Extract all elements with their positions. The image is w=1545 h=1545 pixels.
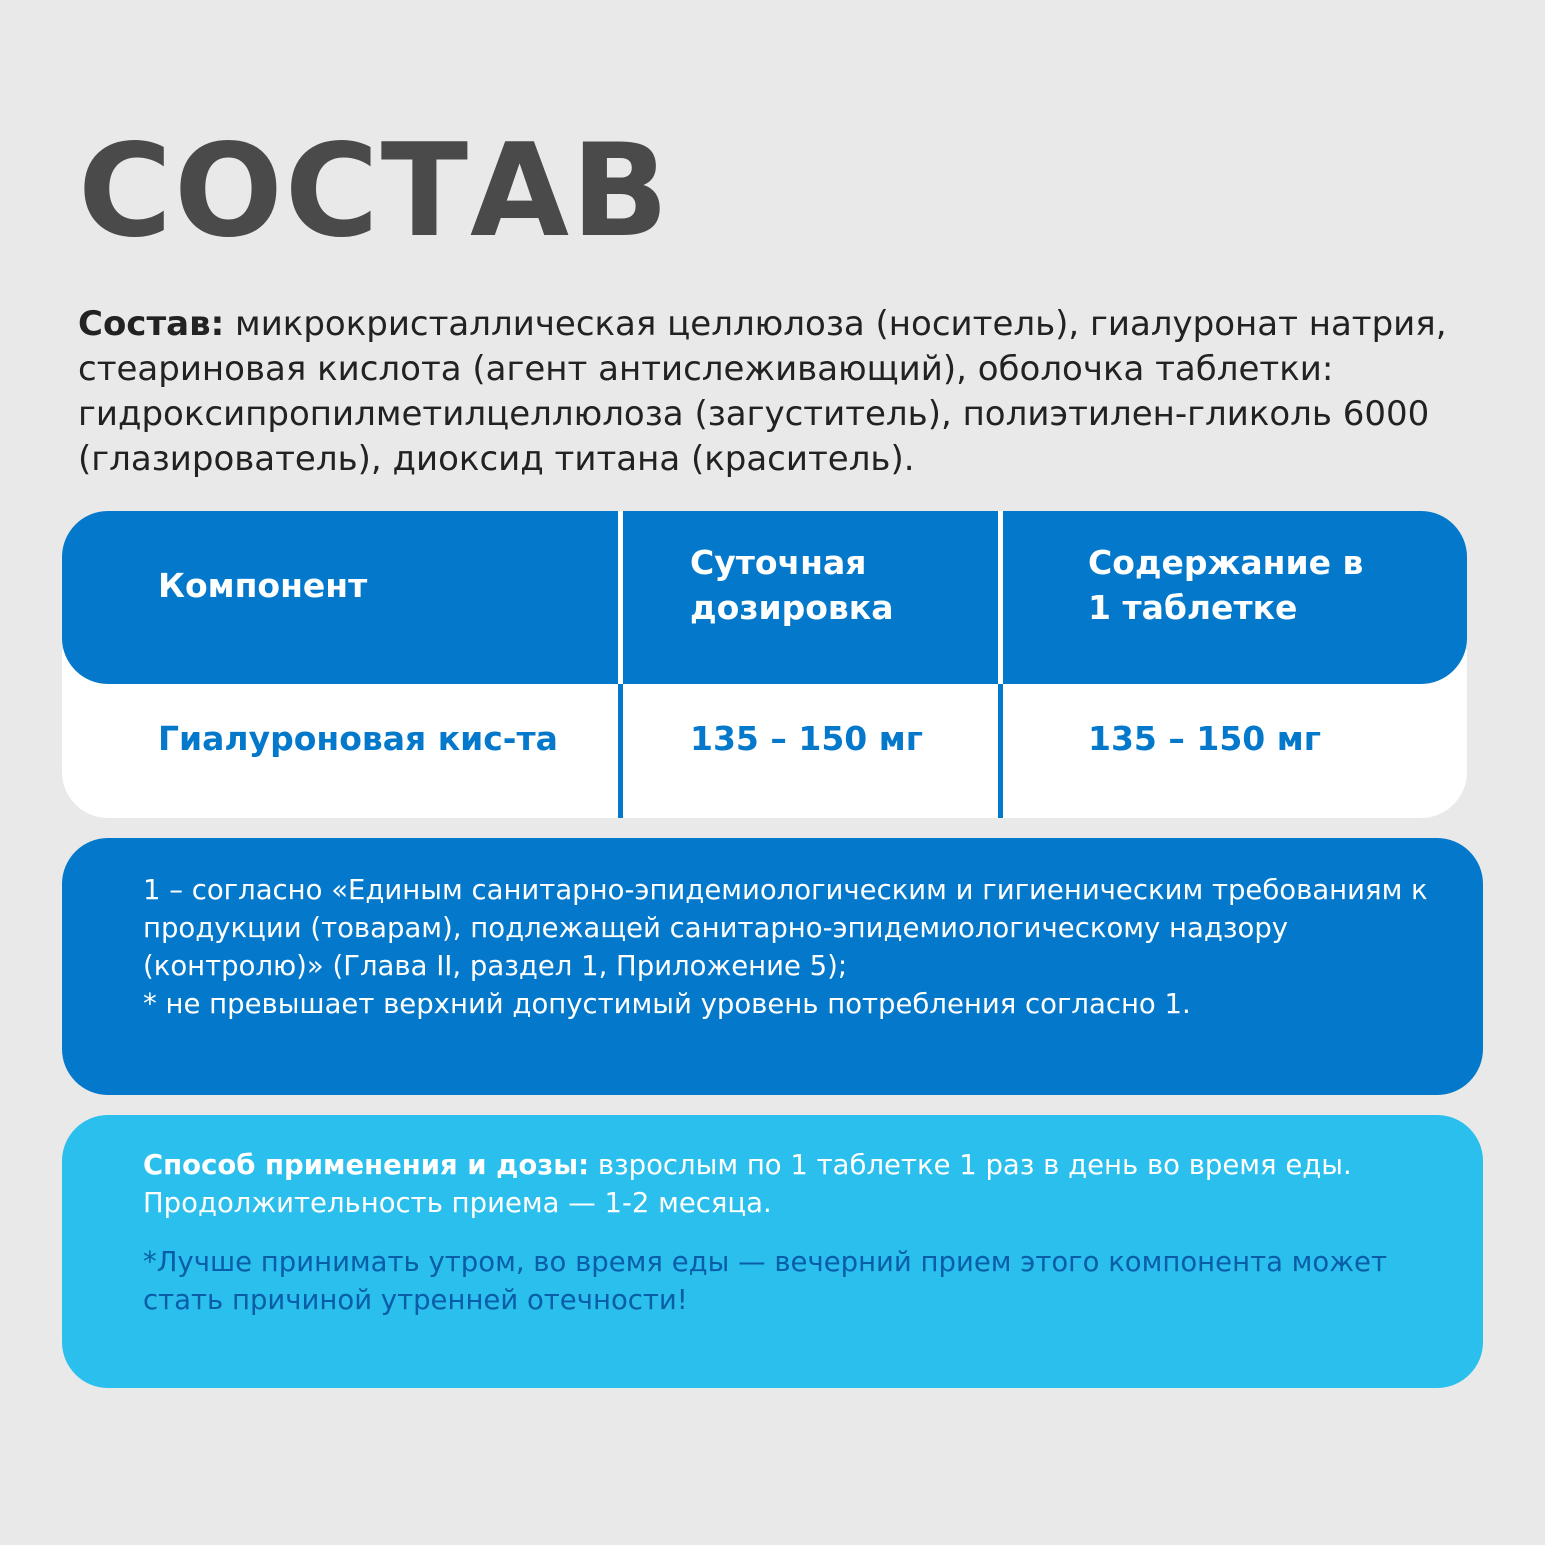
footnote-box [62, 838, 1483, 1095]
usage-paragraph [143, 1146, 1463, 1222]
header-daily-dose: Суточная дозировка [690, 543, 894, 627]
header-divider [998, 511, 1003, 684]
usage-note: *Лучше принимать утром, во время еды — вечерний прием этого компонента может стать причиной утренней отечности! [143, 1246, 1387, 1316]
page-title: СОСТАВ [78, 117, 671, 266]
composition-paragraph [78, 302, 1478, 482]
cell-per-tablet: 135 – 150 мг [1088, 719, 1321, 758]
header-component: Компонент [158, 566, 368, 605]
header-divider [618, 511, 623, 684]
cell-component: Гиалуроновая кис-та [158, 719, 558, 758]
usage-label: Способ применения и дозы: [143, 1149, 590, 1181]
cell-daily-dose: 135 – 150 мг [690, 719, 923, 758]
composition-text: микрокристаллическая целлюлоза (носитель), гиалуронат натрия, стеариновая кислота (агент антислеживающий), оболочка таблетки: гидроксипропилметилцеллюлоза (загуститель), полиэтилен-гликоль 6000 (глазирователь), диоксид титана (краситель). [78, 304, 1447, 479]
header-per-tablet: Содержание в 1 таблетке [1088, 543, 1364, 627]
footnote-line-2: * не превышает верхний допустимый уровень потребления согласно 1. [143, 988, 1191, 1020]
composition-label: Состав: [78, 304, 225, 344]
footnote-line-1: 1 – согласно «Единым санитарно-эпидемиологическим и гигиеническим требованиям к продукции (товарам), подлежащей санитарно-эпидемиологическому надзору (контролю)» (Глава II, раздел 1, Приложение 5); [143, 874, 1428, 982]
usage-text: взрослым по 1 таблетке 1 раз в день во время еды. Продолжительность приема — 1-2 месяца. [143, 1149, 1352, 1219]
footnote-text [143, 871, 1463, 1023]
usage-box [62, 1115, 1483, 1388]
